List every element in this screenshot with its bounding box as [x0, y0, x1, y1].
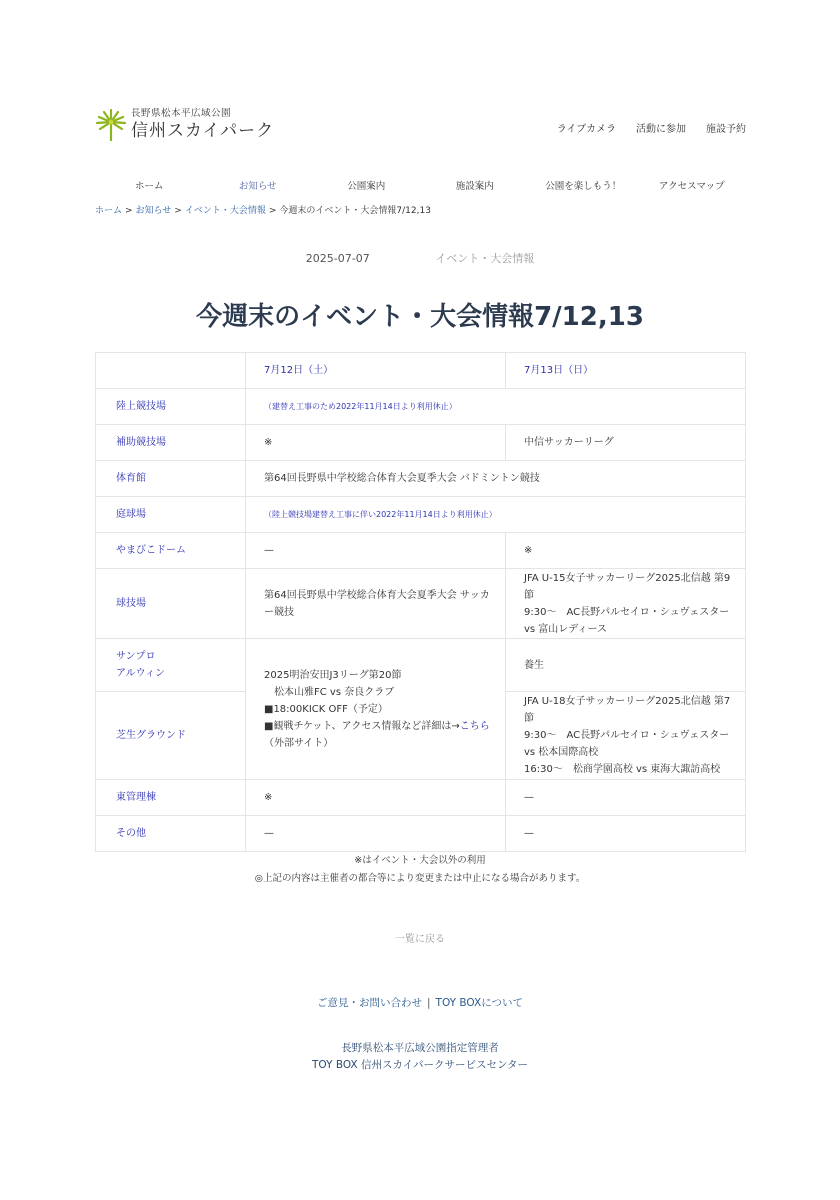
- event-line: ■18:00KICK OFF（予定）: [264, 703, 388, 715]
- row-label-teikyujo: 庭球場: [96, 497, 246, 533]
- article-category[interactable]: イベント・大会情報: [435, 252, 535, 265]
- table-row: [96, 425, 746, 461]
- cell-sun: —: [506, 780, 746, 816]
- nav-enjoy-park[interactable]: 公園を楽しもう！: [545, 181, 622, 192]
- row-label-shiba: 芝生グラウンド: [96, 692, 246, 780]
- cell-sun: 中信サッカーリーグ: [506, 425, 746, 461]
- footer-organization: [0, 1040, 840, 1074]
- row-label-higashi: 東管理棟: [96, 780, 246, 816]
- live-camera-link[interactable]: ライブカメラ: [556, 124, 616, 135]
- breadcrumb-home[interactable]: ホーム: [95, 206, 123, 216]
- event-line-text: （外部サイト）: [264, 737, 334, 749]
- nav-home[interactable]: ホーム: [134, 181, 164, 192]
- about-toybox-link[interactable]: TOY BOXについて: [435, 997, 523, 1009]
- table-row: [96, 569, 746, 639]
- footer-links: [0, 995, 840, 1010]
- logo-subtitle: 長野県松本平広域公園: [131, 108, 232, 119]
- event-line: JFA U-18女子サッカーリーグ2025北信越 第7節: [524, 696, 731, 724]
- table-row: [96, 389, 746, 425]
- cell-sat: 第64回長野県中学校総合体育大会夏季大会 サッカー競技: [246, 569, 506, 639]
- footnotes: [0, 852, 840, 888]
- schedule-table: [95, 352, 746, 852]
- main-nav: [95, 178, 746, 192]
- details-link[interactable]: こちら: [459, 720, 490, 732]
- table-row: [96, 533, 746, 569]
- nav-park-guide[interactable]: 公園案内: [347, 181, 386, 192]
- row-label-rikujo: 陸上競技場: [96, 389, 246, 425]
- row-label-sonota: その他: [96, 816, 246, 852]
- cell-sat: ※: [246, 425, 506, 461]
- row-label-line: アルウィン: [116, 668, 165, 679]
- event-line-text: ■観戦チケット、アクセス情報など詳細は→: [264, 720, 460, 732]
- footnote: ※はイベント・大会以外の利用: [354, 855, 486, 866]
- nav-facility-guide[interactable]: 施設案内: [455, 181, 494, 192]
- cell-sat: —: [246, 533, 506, 569]
- site-logo[interactable]: [95, 108, 274, 142]
- event-line: 松本山雅FC vs 奈良クラブ: [264, 686, 395, 698]
- cell-sun: [506, 569, 746, 639]
- breadcrumb-news[interactable]: お知らせ: [135, 206, 172, 216]
- event-line: 9:30～ AC長野パルセイロ・シュヴェスター vs 富山レディース: [524, 606, 730, 635]
- cell-sat: ※: [246, 780, 506, 816]
- row-label-yamabiko: やまびこドーム: [96, 533, 246, 569]
- cell-sun: [506, 692, 746, 780]
- article-date: 2025-07-07: [305, 252, 370, 265]
- nav-news[interactable]: お知らせ: [238, 181, 277, 192]
- contact-link[interactable]: ご意見・お問い合わせ: [317, 997, 422, 1009]
- table-row: [96, 461, 746, 497]
- cell-sat-merged: [246, 639, 506, 780]
- event-line: JFA U-15女子サッカーリーグ2025北信越 第9節: [524, 572, 731, 601]
- article-meta: [0, 250, 840, 266]
- participate-link[interactable]: 活動に参加: [636, 124, 686, 135]
- breadcrumb-separator: >: [125, 206, 133, 216]
- breadcrumb-current: 今週末のイベント・大会情報7/12,13: [279, 206, 431, 216]
- event-line: 16:30～ 松商学園高校 vs 東海大諏訪高校: [524, 764, 721, 775]
- logo-title: 信州スカイパーク: [131, 121, 275, 141]
- utility-nav: [557, 120, 746, 135]
- closure-note: （陸上競技場建替え工事に伴い2022年11月14日より利用休止）: [246, 497, 746, 533]
- cell-sat: —: [246, 816, 506, 852]
- event-line: [264, 718, 491, 752]
- org-line: 長野県松本平広域公園指定管理者: [341, 1042, 499, 1054]
- event-line: 2025明治安田J3リーグ第20節: [264, 669, 402, 681]
- row-label-hojo: 補助競技場: [96, 425, 246, 461]
- closure-note: （建替え工事のため2022年11月14日より利用休止）: [246, 389, 746, 425]
- table-corner-cell: [96, 353, 246, 389]
- back-to-list-link[interactable]: 一覧に戻る: [395, 934, 445, 945]
- row-label-line: サンプロ: [116, 651, 156, 662]
- cell-both-days: 第64回長野県中学校総合体育大会夏季大会 バドミントン競技: [246, 461, 746, 497]
- footnote: ◎上記の内容は主催者の都合等により変更または中止になる場合があります。: [254, 873, 586, 884]
- header-saturday: 7月12日（土）: [246, 353, 506, 389]
- row-label-kyugijo: 球技場: [96, 569, 246, 639]
- breadcrumb-category[interactable]: イベント・大会情報: [184, 206, 266, 216]
- table-row: [96, 780, 746, 816]
- cell-sun: ※: [506, 533, 746, 569]
- breadcrumb-separator: >: [174, 206, 182, 216]
- table-row: [96, 497, 746, 533]
- cell-sun: 養生: [506, 639, 746, 692]
- table-row: [96, 639, 746, 692]
- event-line: 9:30～ AC長野パルセイロ・シュヴェスター vs 松本国際高校: [524, 730, 730, 758]
- row-label-taiikukan: 体育館: [96, 461, 246, 497]
- org-line: TOY BOX 信州スカイパークサービスセンター: [311, 1059, 529, 1071]
- page-title: 今週末のイベント・大会情報7/12,13: [196, 302, 644, 332]
- park-logo-icon: [95, 108, 127, 142]
- row-label-sanpro: [96, 639, 246, 692]
- nav-access-map[interactable]: アクセスマップ: [658, 181, 725, 192]
- table-header-row: [96, 353, 746, 389]
- table-row: [96, 816, 746, 852]
- header-sunday: 7月13日（日）: [506, 353, 746, 389]
- cell-sun: —: [506, 816, 746, 852]
- breadcrumb: [95, 203, 431, 216]
- footer-separator: |: [427, 997, 431, 1009]
- breadcrumb-separator: >: [268, 206, 277, 216]
- facility-reservation-link[interactable]: 施設予約: [706, 124, 746, 135]
